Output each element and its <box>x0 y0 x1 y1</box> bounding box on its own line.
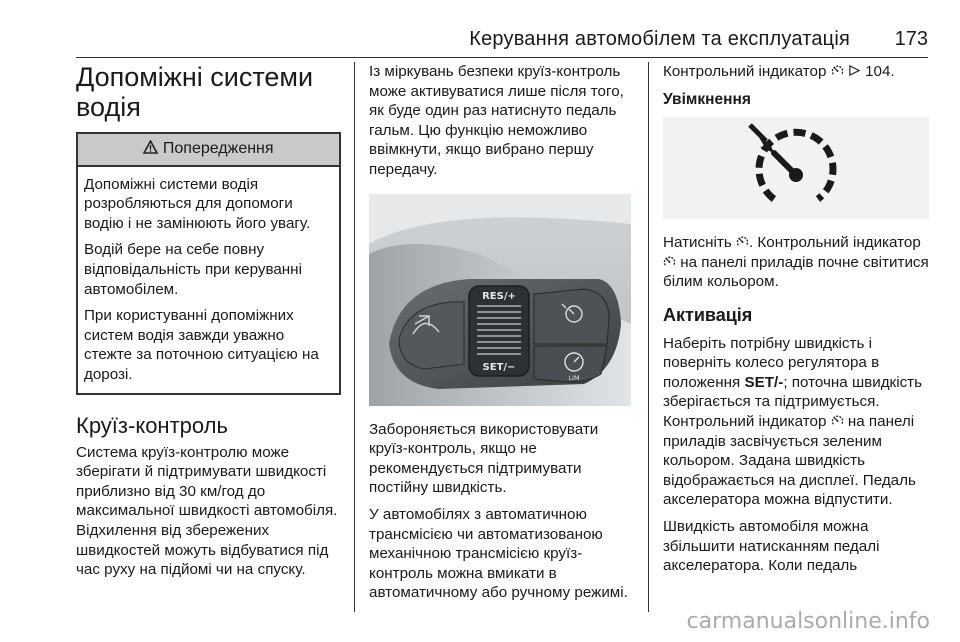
warning-paragraph: Допоміжні системи водія розробляються для допомоги водію і не замінюють його увагу. <box>84 175 311 232</box>
cruise-control-icon <box>736 235 749 248</box>
switching-on-heading: Увімкнення <box>663 90 751 108</box>
warning-paragraph: При користуванні допоміжних систем водія завжди уважно стежте за поточною ситуацією на дорозі. <box>84 307 319 383</box>
switching-on-paragraph: Натисніть . Контрольний індикатор на панелі приладів почне світитися білим кольором. <box>663 234 929 291</box>
cruise-control-text: Система круїз-контролю може зберігати й підтримувати швидкості приблизно від 30 км/год до максимальної швидкості автомобіля. Відхилення від збережених швидкостей можуть відбуватися під час руху на підйомі чи на спуску. <box>76 443 338 579</box>
watermark: carmanualsonline.info <box>686 609 930 634</box>
warning-header <box>78 134 339 167</box>
column-divider <box>648 62 649 612</box>
res-label: RES/+ <box>482 290 516 302</box>
warning-box <box>76 132 341 395</box>
page-reference-icon <box>848 64 861 77</box>
steering-wheel-photo-image <box>369 194 631 406</box>
column-middle <box>369 62 631 610</box>
steering-wheel-controls-photo <box>369 194 631 406</box>
warning-triangle-icon <box>143 140 158 154</box>
cruise-control-icon <box>831 64 844 77</box>
cruise-control-symbol-image <box>663 117 929 219</box>
page-header <box>0 0 960 60</box>
section-title: Допоміжні системи водія <box>76 62 314 122</box>
intro-paragraph: Із міркувань безпеки круїз-контроль може активуватися лише після того, як буде один раз натиснуто педаль гальм. Цю функцію неможливо ввімкнути, якщо вибрано першу передачу. <box>369 63 624 178</box>
lim-label: LIM <box>568 373 580 382</box>
activation-paragraph: Наберіть потрібну швидкість і поверніть колесо регулятора в положення SET/-; поточна швидкість зберігається та підтримується. Контрольний індикатор на панелі приладів засвічується зеленим кольором. Задана швидкість відображається на дисплеї. Педаль акселератора можна відпустити. <box>663 334 923 509</box>
activation-heading: Активація <box>663 304 753 325</box>
indicator-reference: Контрольний індикатор 104. <box>663 63 895 80</box>
prohibition-paragraph: Забороняється використовувати круїз-контроль, якщо не рекомендується підтримувати постійну швидкість. <box>369 420 599 497</box>
warning-label: Попередження <box>162 140 274 157</box>
cruise-control-heading: Круїз-контроль <box>76 412 228 438</box>
automatic-transmission-paragraph: У автомобілях з автоматичною трансмісією чи автоматизованою механічною трансмісією круїз-контроль можна вмикати в автоматичному або ручному режимі. <box>369 505 628 602</box>
column-right <box>663 62 929 583</box>
warning-paragraph: Водій бере на себе повну відповідальність при керуванні автомобілем. <box>84 241 302 298</box>
cruise-control-icon <box>831 414 844 427</box>
column-left <box>76 62 341 587</box>
cruise-control-symbol-figure <box>663 117 929 219</box>
cruise-control-icon <box>663 255 676 268</box>
header-title: Керування автомобілем та експлуатація <box>469 28 850 50</box>
set-label: SET/− <box>482 361 516 373</box>
header-divider <box>76 57 928 58</box>
page-number: 173 <box>894 28 928 50</box>
column-divider <box>354 62 355 612</box>
speed-increase-paragraph: Швидкість автомобіля можна збільшити натисканням педалі акселератора. Коли педаль <box>663 517 880 575</box>
warning-body <box>78 167 339 393</box>
